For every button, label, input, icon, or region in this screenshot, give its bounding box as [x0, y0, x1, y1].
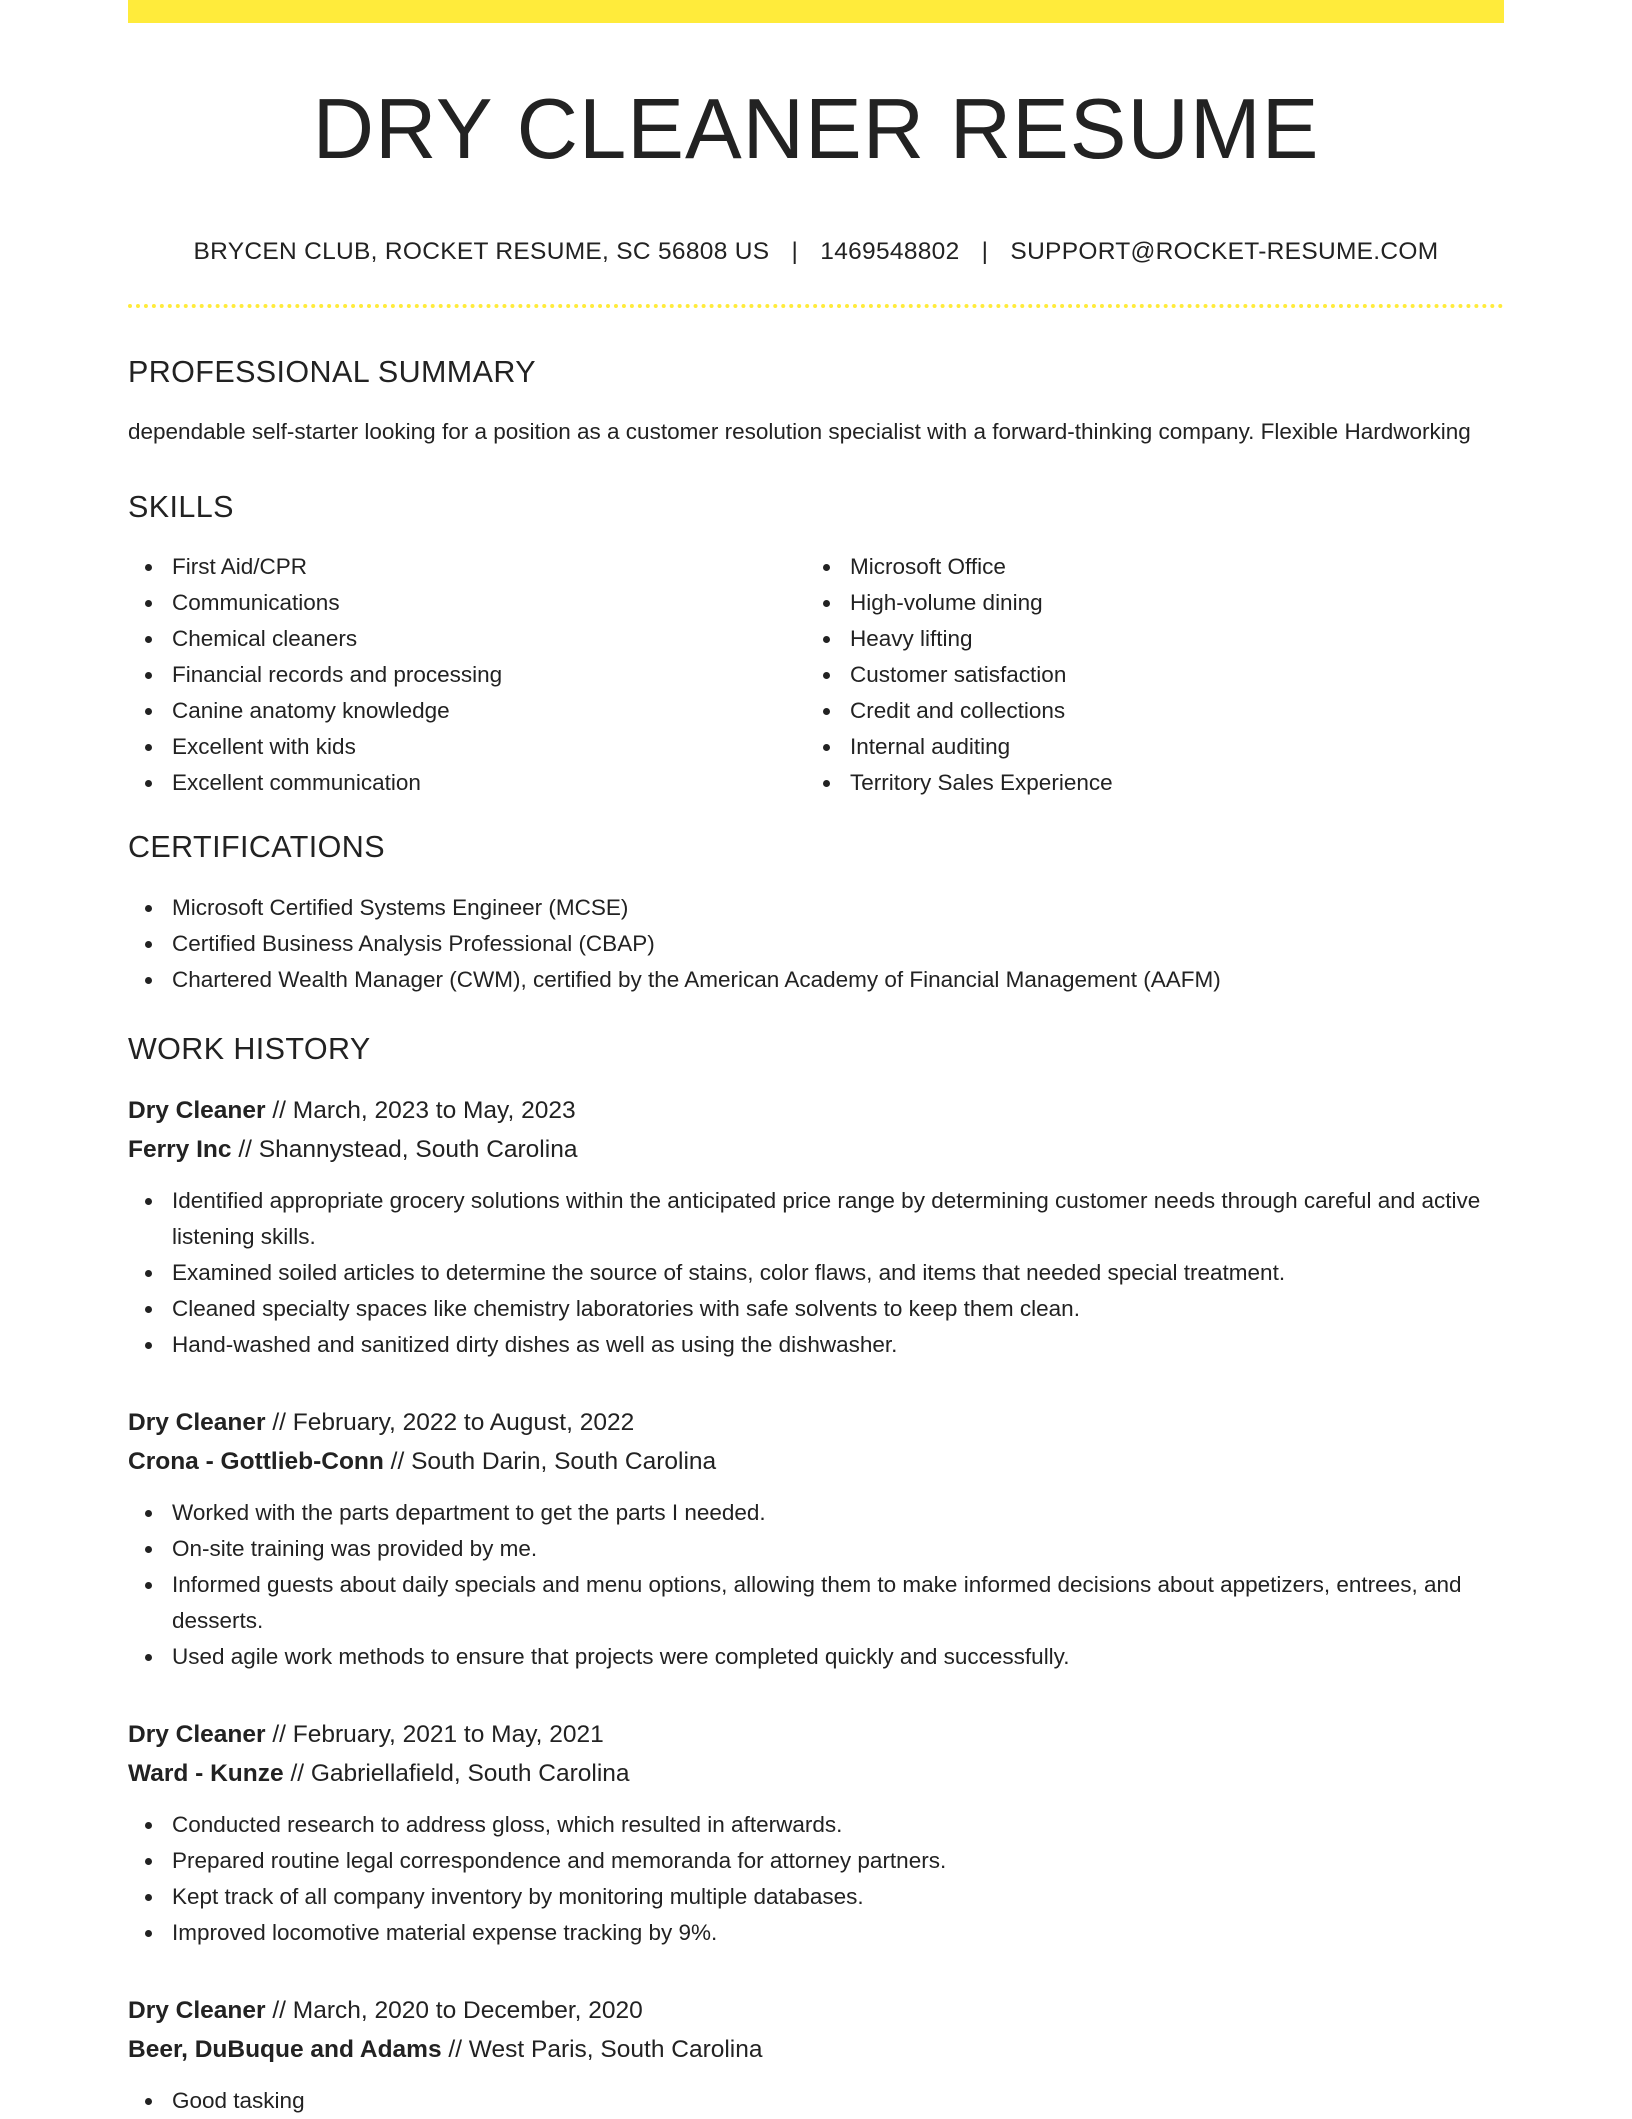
job-company-line [128, 1754, 1504, 1793]
job-location: // West Paris, South Carolina [448, 2036, 763, 2064]
dotted-divider [128, 304, 1504, 308]
job-duty: Good tasking [172, 2083, 1504, 2119]
skill-item: Financial records and processing [172, 657, 806, 693]
job-title: Dry Cleaner [128, 1997, 266, 2025]
certification-item: Chartered Wealth Manager (CWM), certified by the American Academy of Financial Management (AAFM) [172, 962, 1504, 998]
work-history-heading: WORK HISTORY [128, 1031, 371, 1066]
job-duty: Used agile work methods to ensure that projects were completed quickly and successfully. [172, 1639, 1504, 1675]
job-duty: Improved locomotive material expense tracking by 9%. [172, 1915, 1504, 1951]
certification-item: Certified Business Analysis Professional (CBAP) [172, 926, 1504, 962]
skill-item: Territory Sales Experience [850, 765, 1484, 801]
job-duty: On-site training was provided by me. [172, 1531, 1504, 1567]
resume-page [128, 0, 1504, 2119]
job-duty: Prepared routine legal correspondence and memoranda for attorney partners. [172, 1843, 1504, 1879]
certification-item: Microsoft Certified Systems Engineer (MCSE) [172, 890, 1504, 926]
job-title: Dry Cleaner [128, 1097, 266, 1125]
contact-email: SUPPORT@ROCKET-RESUME.COM [1010, 237, 1439, 265]
skills-list-left [128, 549, 806, 801]
skill-item: Excellent communication [172, 765, 806, 801]
job-company: Ward - Kunze [128, 1760, 284, 1788]
job-duty: Conducted research to address gloss, which resulted in afterwards. [172, 1807, 1504, 1843]
contact-separator: | [981, 237, 989, 265]
job-duties-list [128, 1807, 1504, 1951]
certifications-list [128, 890, 1504, 998]
job-title-line [128, 1403, 1504, 1442]
job-dates: // March, 2020 to December, 2020 [272, 1997, 643, 2025]
job-duty: Identified appropriate grocery solutions within the anticipated price range by determining customer needs through careful and active listening skills. [172, 1183, 1504, 1255]
summary-heading: PROFESSIONAL SUMMARY [128, 354, 536, 389]
skill-item: High-volume dining [850, 585, 1484, 621]
job-duty: Kept track of all company inventory by monitoring multiple databases. [172, 1879, 1504, 1915]
skill-item: Credit and collections [850, 693, 1484, 729]
top-accent-bar [128, 0, 1504, 23]
skills-heading: SKILLS [128, 490, 234, 525]
skill-item: Internal auditing [850, 729, 1484, 765]
contact-address: BRYCEN CLUB, ROCKET RESUME, SC 56808 US [193, 237, 770, 265]
job-company: Ferry Inc [128, 1136, 232, 1164]
job-entry [128, 1403, 1504, 1675]
skills-column-left [128, 549, 806, 801]
job-location: // Shannystead, South Carolina [238, 1136, 578, 1164]
contact-separator: | [791, 237, 799, 265]
job-entry [128, 1991, 1504, 2119]
skill-item: Canine anatomy knowledge [172, 693, 806, 729]
contact-phone: 1469548802 [820, 237, 960, 265]
skills-column-right [806, 549, 1484, 801]
job-company-line [128, 1130, 1504, 1169]
job-title-line [128, 1715, 1504, 1754]
job-duties-list [128, 1183, 1504, 1363]
job-dates: // February, 2021 to May, 2021 [272, 1721, 604, 1749]
resume-title: DRY CLEANER RESUME [312, 82, 1320, 177]
job-location: // South Darin, South Carolina [390, 1448, 717, 1476]
job-title-line [128, 1991, 1504, 2030]
job-entry [128, 1715, 1504, 1951]
job-title: Dry Cleaner [128, 1409, 266, 1437]
job-duty: Informed guests about daily specials and menu options, allowing them to make informed decisions about appetizers, entrees, and desserts. [172, 1567, 1504, 1639]
skill-item: First Aid/CPR [172, 549, 806, 585]
contact-line [128, 237, 1504, 266]
job-company: Crona - Gottlieb-Conn [128, 1448, 384, 1476]
certifications-heading: CERTIFICATIONS [128, 830, 385, 865]
job-company-line [128, 1442, 1504, 1481]
job-company-line [128, 2030, 1504, 2069]
skill-item: Communications [172, 585, 806, 621]
skill-item: Microsoft Office [850, 549, 1484, 585]
skills-columns [128, 549, 1504, 801]
job-dates: // March, 2023 to May, 2023 [272, 1097, 576, 1125]
job-duty: Examined soiled articles to determine the source of stains, color flaws, and items that needed special treatment. [172, 1255, 1504, 1291]
job-duty: Hand-washed and sanitized dirty dishes as well as using the dishwasher. [172, 1327, 1504, 1363]
job-entry [128, 1091, 1504, 1363]
summary-text: dependable self-starter looking for a position as a customer resolution specialist with a forward-thinking company. Flexible Hardworking [128, 419, 1471, 445]
job-title-line [128, 1091, 1504, 1130]
skill-item: Heavy lifting [850, 621, 1484, 657]
job-duties-list [128, 1495, 1504, 1675]
job-company: Beer, DuBuque and Adams [128, 2036, 442, 2064]
job-duty: Worked with the parts department to get the parts I needed. [172, 1495, 1504, 1531]
job-title: Dry Cleaner [128, 1721, 266, 1749]
job-location: // Gabriellafield, South Carolina [290, 1760, 630, 1788]
job-dates: // February, 2022 to August, 2022 [272, 1409, 635, 1437]
skill-item: Chemical cleaners [172, 621, 806, 657]
job-duties-list [128, 2083, 1504, 2119]
skill-item: Customer satisfaction [850, 657, 1484, 693]
skill-item: Excellent with kids [172, 729, 806, 765]
job-duty: Cleaned specialty spaces like chemistry laboratories with safe solvents to keep them clean. [172, 1291, 1504, 1327]
skills-list-right [806, 549, 1484, 801]
